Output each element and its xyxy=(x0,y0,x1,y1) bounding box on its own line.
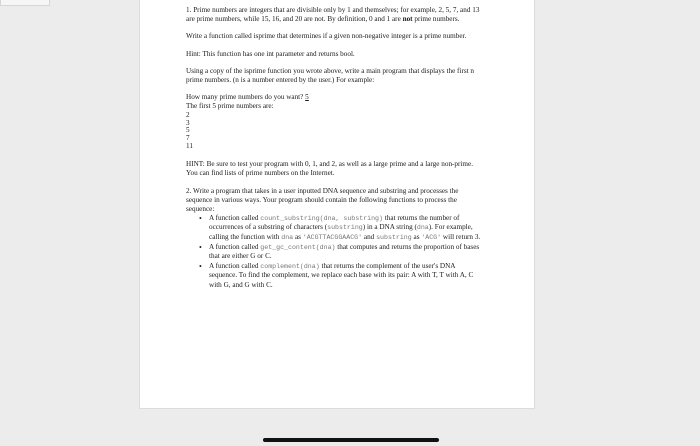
code: complement(dna) xyxy=(260,263,320,271)
home-indicator-bar[interactable] xyxy=(263,438,439,442)
text: that computes and returns the proportion of bases that are either G or C. xyxy=(209,242,480,260)
code: 'ACG' xyxy=(421,233,442,241)
code: substring xyxy=(327,224,363,232)
text: ). For example, calling the function with xyxy=(209,223,473,241)
paragraph-hint: Hint: This function has one int parameter and returns bool. xyxy=(186,49,355,58)
list-item: 11 xyxy=(186,142,193,151)
bold-text: not xyxy=(402,15,413,24)
code: 'ACGTTACGGAACG' xyxy=(302,233,363,241)
text: 1. Prime numbers are integers that are divisible only by 1 and themselves; for example, 2, 5, 7, and 13 are prime numbers, while 15, 16, and 20 are not. By definition, 0 and 1 are xyxy=(186,6,480,24)
paragraph-isprime-task: Write a function called isprime that determines if a given non-negative integer is a prime number. xyxy=(186,32,467,41)
paragraph-dna-task: 2. Write a program that takes in a user inputted DNA sequence and substring and processes the sequence in various ways. Your program should contain the following functions to process the sequence: xyxy=(186,186,459,213)
example-prompt xyxy=(186,93,482,102)
code: substring xyxy=(376,233,412,241)
text: A function called xyxy=(209,242,261,251)
paragraph-primes-definition xyxy=(186,6,482,24)
list-item-gc-content xyxy=(209,243,482,261)
text: prime numbers. xyxy=(412,15,460,24)
list-item: 7 xyxy=(186,134,190,143)
example-result-line: The first 5 prime numbers are: xyxy=(186,102,274,111)
text: ) in a DNA string ( xyxy=(362,223,417,232)
list-item-count-substring xyxy=(209,214,482,242)
example-user-input: 5 xyxy=(305,93,309,102)
paragraph-main-program: Using a copy of the isprime function you wrote above, write a main program that displays the first n prime numbers. (n is a number entered by the user.) For example: xyxy=(186,66,475,85)
text: as xyxy=(411,232,422,241)
text: that returns the number of occurrences of a substring of characters ( xyxy=(209,214,460,232)
text: How many prime numbers do you want? xyxy=(186,93,306,102)
list-item: 3 xyxy=(186,118,190,127)
top-tab xyxy=(0,0,50,6)
text: that returns the complement of the user's DNA sequence. To find the complement, we replace each base with its pair: A with T, T with A, C with G, and G with C. xyxy=(209,262,474,289)
code: dna xyxy=(281,233,294,241)
example-prime-list xyxy=(186,112,482,152)
text: A function called xyxy=(209,214,261,223)
paragraph-test-hint: HINT: Be sure to test your program with 0, 1, and 2, as well as a large prime and a large non-prime. You can find lists of prime numbers on the Internet. xyxy=(186,160,473,178)
text: as xyxy=(293,232,303,241)
document-page xyxy=(140,0,534,408)
list-item: 2 xyxy=(186,110,190,119)
code: dna xyxy=(416,224,429,232)
code: count_substring(dna, substring) xyxy=(260,215,383,223)
function-list xyxy=(186,214,482,290)
code: get_gc_content(dna) xyxy=(260,243,336,251)
list-item-complement xyxy=(209,262,482,290)
text: will return 3. xyxy=(441,232,481,241)
list-item: 5 xyxy=(186,126,190,135)
text: A function called xyxy=(209,262,261,271)
document-content xyxy=(186,6,482,291)
text: and xyxy=(362,232,377,241)
